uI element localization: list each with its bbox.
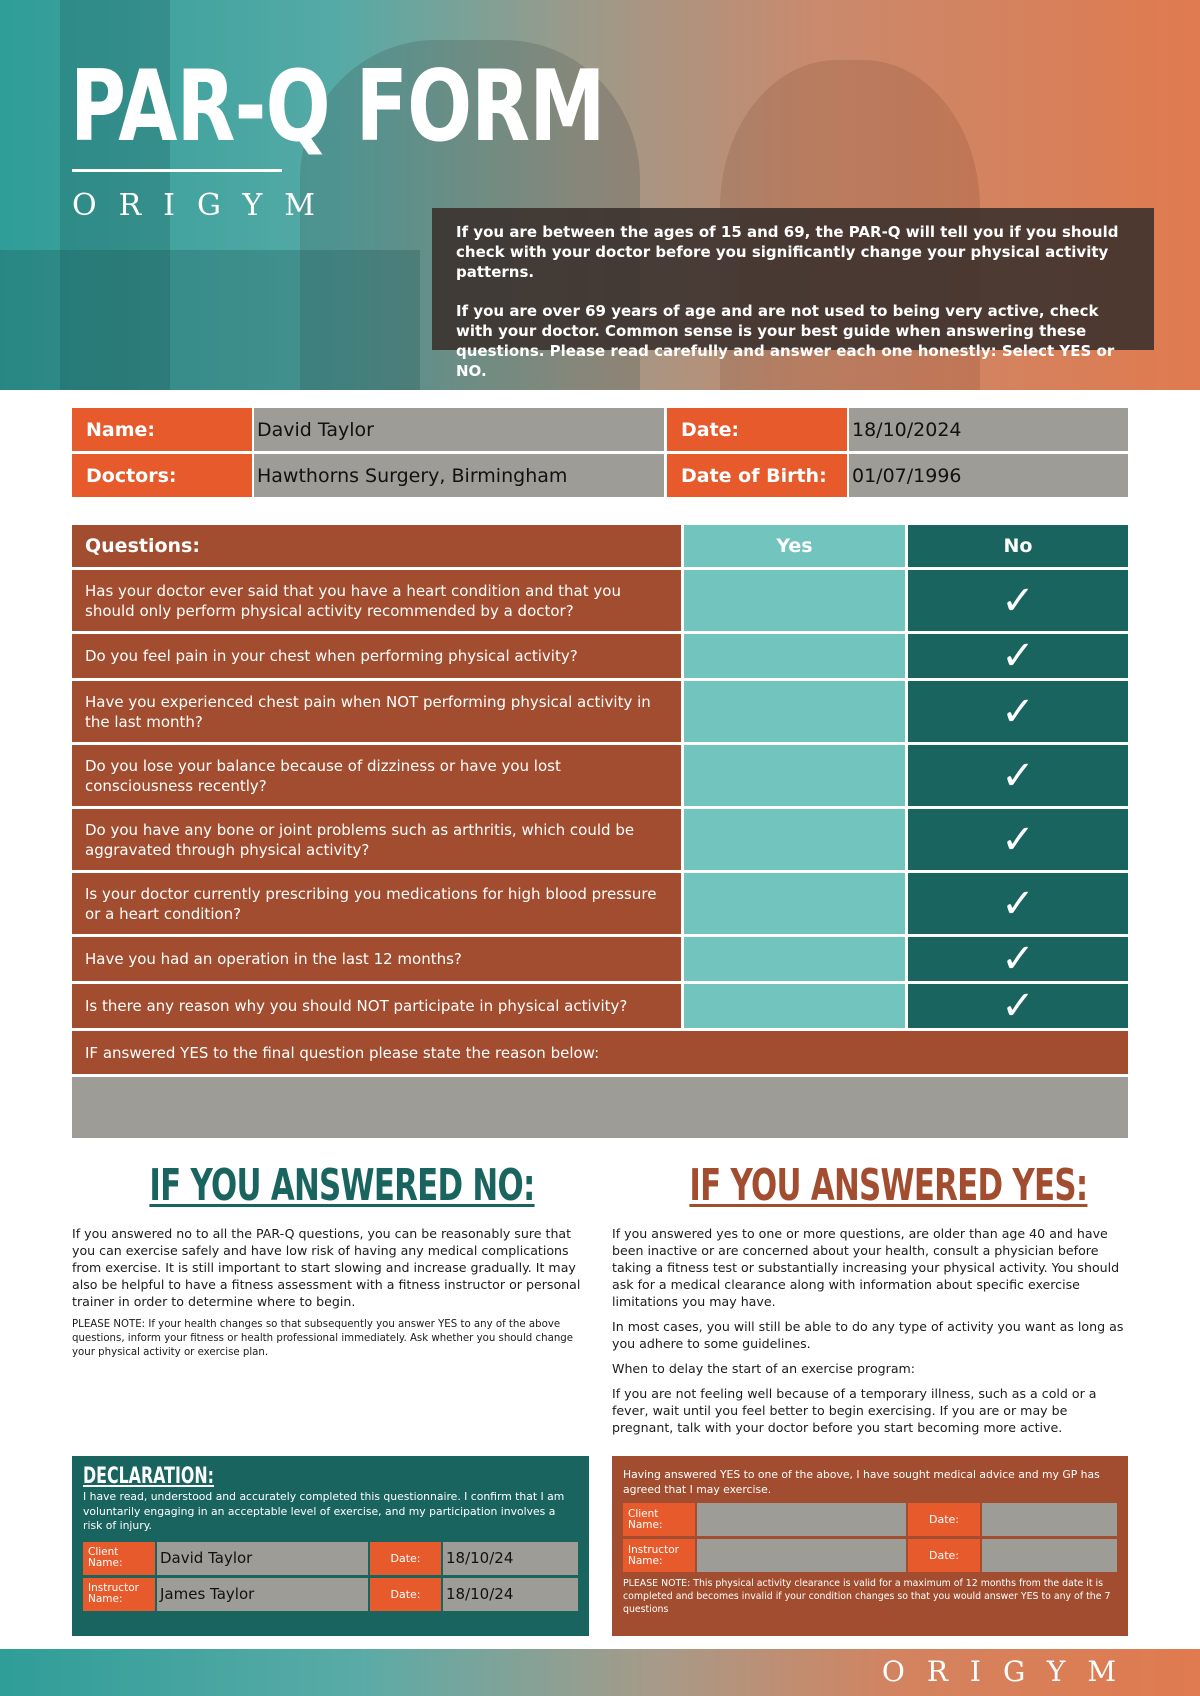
checkmark-icon: ✓: [1001, 633, 1035, 679]
declaration-row: [83, 1542, 578, 1575]
yes-checkbox[interactable]: [684, 681, 905, 742]
checkmark-icon: ✓: [1001, 936, 1035, 982]
instructor-name-field[interactable]: James Taylor: [157, 1578, 368, 1611]
yes-checkbox[interactable]: [684, 809, 905, 870]
intro-paragraph: If you are over 69 years of age and are not used to being very active, check with your doctor. Common sense is your best guide when answering these questions. Please read carefully and answer each one honestly: Select YES or NO.: [456, 302, 1115, 380]
answered-yes-body: If you answered yes to one or more questions, are older than age 40 and have been inactive or are concerned about your health, consult a physician before taking a fitness test or substantially increasing your physical activity. You should ask for a medical clearance along with information about specific exercise limitations you may have.: [612, 1226, 1120, 1309]
yes-checkbox[interactable]: [684, 634, 905, 678]
no-checkbox[interactable]: [908, 873, 1128, 934]
yes-checkbox[interactable]: [684, 984, 905, 1028]
medical-row: [623, 1503, 1117, 1536]
client-name-field[interactable]: David Taylor: [157, 1542, 368, 1575]
yes-checkbox[interactable]: [684, 937, 905, 981]
no-checkbox[interactable]: [908, 681, 1128, 742]
medical-client-date-field[interactable]: [982, 1503, 1117, 1536]
dob-field[interactable]: 01/07/1996: [849, 454, 1128, 497]
question-text: Is there any reason why you should NOT participate in physical activity?: [72, 984, 681, 1028]
no-checkbox[interactable]: [908, 984, 1128, 1028]
medical-instructor-name-label: Instructor Name:: [623, 1539, 695, 1572]
question-row: [72, 873, 1128, 934]
name-label: Name:: [72, 408, 252, 451]
dob-label: Date of Birth:: [667, 454, 847, 497]
page-title: PAR-Q FORM: [70, 50, 605, 164]
declaration-text: I have read, understood and accurately completed this questionnaire. I confirm that I am voluntarily engaging in an acceptable level of exercise, and my participation involves a risk of injury.: [83, 1490, 565, 1532]
declaration-box: [72, 1456, 589, 1636]
question-row: [72, 809, 1128, 870]
instructor-date-field[interactable]: 18/10/24: [443, 1578, 578, 1611]
brand-logo: ORIGYM: [72, 188, 337, 223]
medical-clearance-text: Having answered YES to one of the above, I have sought medical advice and my GP has agreed that I may exercise.: [623, 1468, 1100, 1496]
question-text: Have you had an operation in the last 12 months?: [72, 937, 681, 981]
question-text: Do you feel pain in your chest when performing physical activity?: [72, 634, 681, 678]
banner-photo-shade: [0, 250, 420, 390]
question-text: Do you have any bone or joint problems such as arthritis, which could be aggravated through physical activity?: [72, 809, 681, 870]
checkmark-icon: ✓: [1001, 577, 1035, 624]
header-banner: [0, 0, 1200, 390]
client-date-field[interactable]: 18/10/24: [443, 1542, 578, 1575]
yes-column-header: Yes: [684, 525, 905, 567]
instructor-date-label: Date:: [370, 1578, 441, 1611]
question-text: Has your doctor ever said that you have a heart condition and that you should only perform physical activity recommended by a doctor?: [72, 570, 681, 631]
instructor-name-label: Instructor Name:: [83, 1578, 155, 1611]
checkmark-icon: ✓: [1001, 816, 1035, 863]
details-row: [72, 454, 1128, 497]
answered-yes-body: When to delay the start of an exercise program:: [612, 1361, 916, 1376]
medical-clearance-box: [612, 1456, 1128, 1636]
declaration-row: [83, 1578, 578, 1611]
question-row: [72, 681, 1128, 742]
questions-table: [72, 525, 1128, 1138]
question-text: Is your doctor currently prescribing you medications for high blood pressure or a heart condition?: [72, 873, 681, 934]
question-row: [72, 937, 1128, 981]
answered-no-body: If you answered no to all the PAR-Q questions, you can be reasonably sure that you can exercise safely and have low risk of having any medical complications from exercise. It is still important to start slowing and increase gradually. It may also be helpful to have a fitness assessment with a fitness instructor or personal trainer in order to determine where to begin.: [72, 1226, 581, 1309]
medical-instructor-date-field[interactable]: [982, 1539, 1117, 1572]
client-name-label: Client Name:: [83, 1542, 155, 1575]
answered-yes-body: In most cases, you will still be able to do any type of activity you want as long as you adhere to some guidelines.: [612, 1319, 1124, 1351]
question-text: Have you experienced chest pain when NOT performing physical activity in the last month?: [72, 681, 681, 742]
no-column-header: No: [908, 525, 1128, 567]
answered-yes-body: If you are not feeling well because of a temporary illness, such as a cold or a fever, wait until you feel better to begin exercising. If you are or may be pregnant, talk with your doctor before you start becoming more active.: [612, 1386, 1097, 1435]
checkmark-icon: ✓: [1001, 880, 1035, 927]
declaration-heading: DECLARATION:: [83, 1464, 214, 1489]
yes-checkbox[interactable]: [684, 570, 905, 631]
footer-banner: [0, 1649, 1200, 1696]
checkmark-icon: ✓: [1001, 688, 1035, 735]
answered-no-heading: IF YOU ANSWERED NO:: [149, 1160, 535, 1211]
no-checkbox[interactable]: [908, 745, 1128, 806]
no-checkbox[interactable]: [908, 937, 1128, 981]
intro-box: [432, 208, 1154, 380]
question-row: [72, 634, 1128, 678]
doctors-label: Doctors:: [72, 454, 252, 497]
yes-checkbox[interactable]: [684, 873, 905, 934]
checkmark-icon: ✓: [1001, 983, 1035, 1029]
intro-paragraph: If you are between the ages of 15 and 69, the PAR-Q will tell you if you should check with your doctor before you significantly change your physical activity patterns.: [456, 223, 1119, 281]
answered-yes-section: [612, 1160, 1128, 1444]
yes-checkbox[interactable]: [684, 745, 905, 806]
questions-header-row: [72, 525, 1128, 567]
checkmark-icon: ✓: [1001, 752, 1035, 799]
question-row: [72, 984, 1128, 1028]
details-row: [72, 408, 1128, 451]
medical-client-name-field[interactable]: [697, 1503, 906, 1536]
reason-input[interactable]: [72, 1077, 1128, 1138]
question-text: Do you lose your balance because of dizziness or have you lost consciousness recently?: [72, 745, 681, 806]
reason-prompt: IF answered YES to the final question please state the reason below:: [72, 1031, 1128, 1074]
medical-instructor-name-field[interactable]: [697, 1539, 906, 1572]
client-date-label: Date:: [370, 1542, 441, 1575]
doctors-field[interactable]: Hawthorns Surgery, Birmingham: [254, 454, 664, 497]
date-label: Date:: [667, 408, 847, 451]
medical-instructor-date-label: Date:: [908, 1539, 980, 1572]
no-checkbox[interactable]: [908, 634, 1128, 678]
answered-yes-heading: IF YOU ANSWERED YES:: [689, 1160, 1088, 1211]
no-checkbox[interactable]: [908, 809, 1128, 870]
medical-client-name-label: Client Name:: [623, 1503, 695, 1536]
medical-clearance-note: PLEASE NOTE: This physical activity clearance is valid for a maximum of 12 months from the date it is completed and becomes invalid if your condition changes so that you would answer YES to any of the 7 questions: [623, 1578, 1111, 1615]
answered-no-note: PLEASE NOTE: If your health changes so that subsequently you answer YES to any of the above questions, inform your fitness or health professional immediately. Ask whether you should change your physical activity or exercise plan.: [72, 1319, 574, 1358]
details-table: [72, 408, 1128, 500]
name-field[interactable]: David Taylor: [254, 408, 664, 451]
footer-brand-logo: ORIGYM: [881, 1655, 1138, 1688]
questions-header: Questions:: [72, 525, 681, 567]
no-checkbox[interactable]: [908, 570, 1128, 631]
medical-row: [623, 1539, 1117, 1572]
answered-no-section: [72, 1160, 588, 1368]
medical-client-date-label: Date:: [908, 1503, 980, 1536]
question-row: [72, 745, 1128, 806]
date-field[interactable]: 18/10/2024: [849, 408, 1128, 451]
question-row: [72, 570, 1128, 631]
title-divider: [72, 169, 282, 172]
